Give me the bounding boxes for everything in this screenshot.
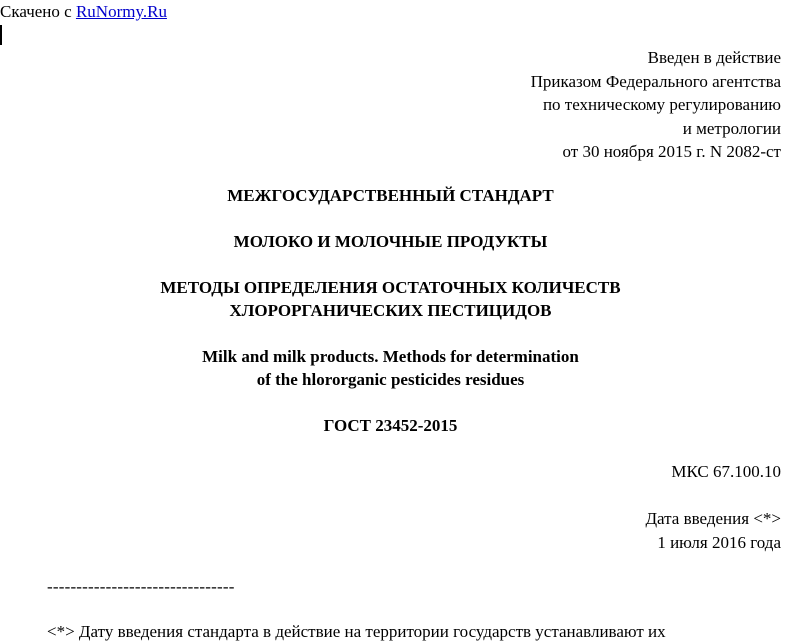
enactment-line: по техническому регулированию [542,95,781,114]
enactment-line: от 30 ноября 2015 г. N 2082-ст [562,142,781,161]
intro-date-block [645,507,781,554]
source-link[interactable]: RuNormy.Ru [75,2,167,21]
title-en-line: of the hlororganic pesticides residues [256,370,525,389]
enactment-line: Введен в действие [647,48,781,67]
source-prefix: Скачено с [0,2,76,21]
product-heading: МОЛОКО И МОЛОЧНЫЕ ПРОДУКТЫ [233,232,548,251]
gost-number: ГОСТ 23452-2015 [323,416,458,435]
enactment-line: и метрологии [682,118,781,138]
text-cursor [0,25,2,45]
standard-type-heading: МЕЖГОСУДАРСТВЕННЫЙ СТАНДАРТ [227,186,554,205]
title-ru-line: МЕТОДЫ ОПРЕДЕЛЕНИЯ ОСТАТОЧНЫХ КОЛИЧЕСТВ [160,278,621,297]
footnote-divider: -------------------------------- [47,577,235,596]
title-en-line: Milk and milk products. Methods for determination [202,347,579,366]
title-ru-line: ХЛОРОРГАНИЧЕСКИХ ПЕСТИЦИДОВ [229,301,552,320]
intro-date-value: 1 июля 2016 года [657,532,781,552]
title-en [0,345,781,391]
footnote-text: <*> Дату введения стандарта в действие на территории государств устанавливают их [47,622,666,641]
intro-date-label: Дата введения <*> [645,509,781,528]
mks-code: МКС 67.100.10 [671,462,781,481]
enactment-line: Приказом Федерального агентства [530,71,781,91]
title-ru [0,276,781,322]
source-line [0,1,167,23]
enactment-block [531,46,781,164]
